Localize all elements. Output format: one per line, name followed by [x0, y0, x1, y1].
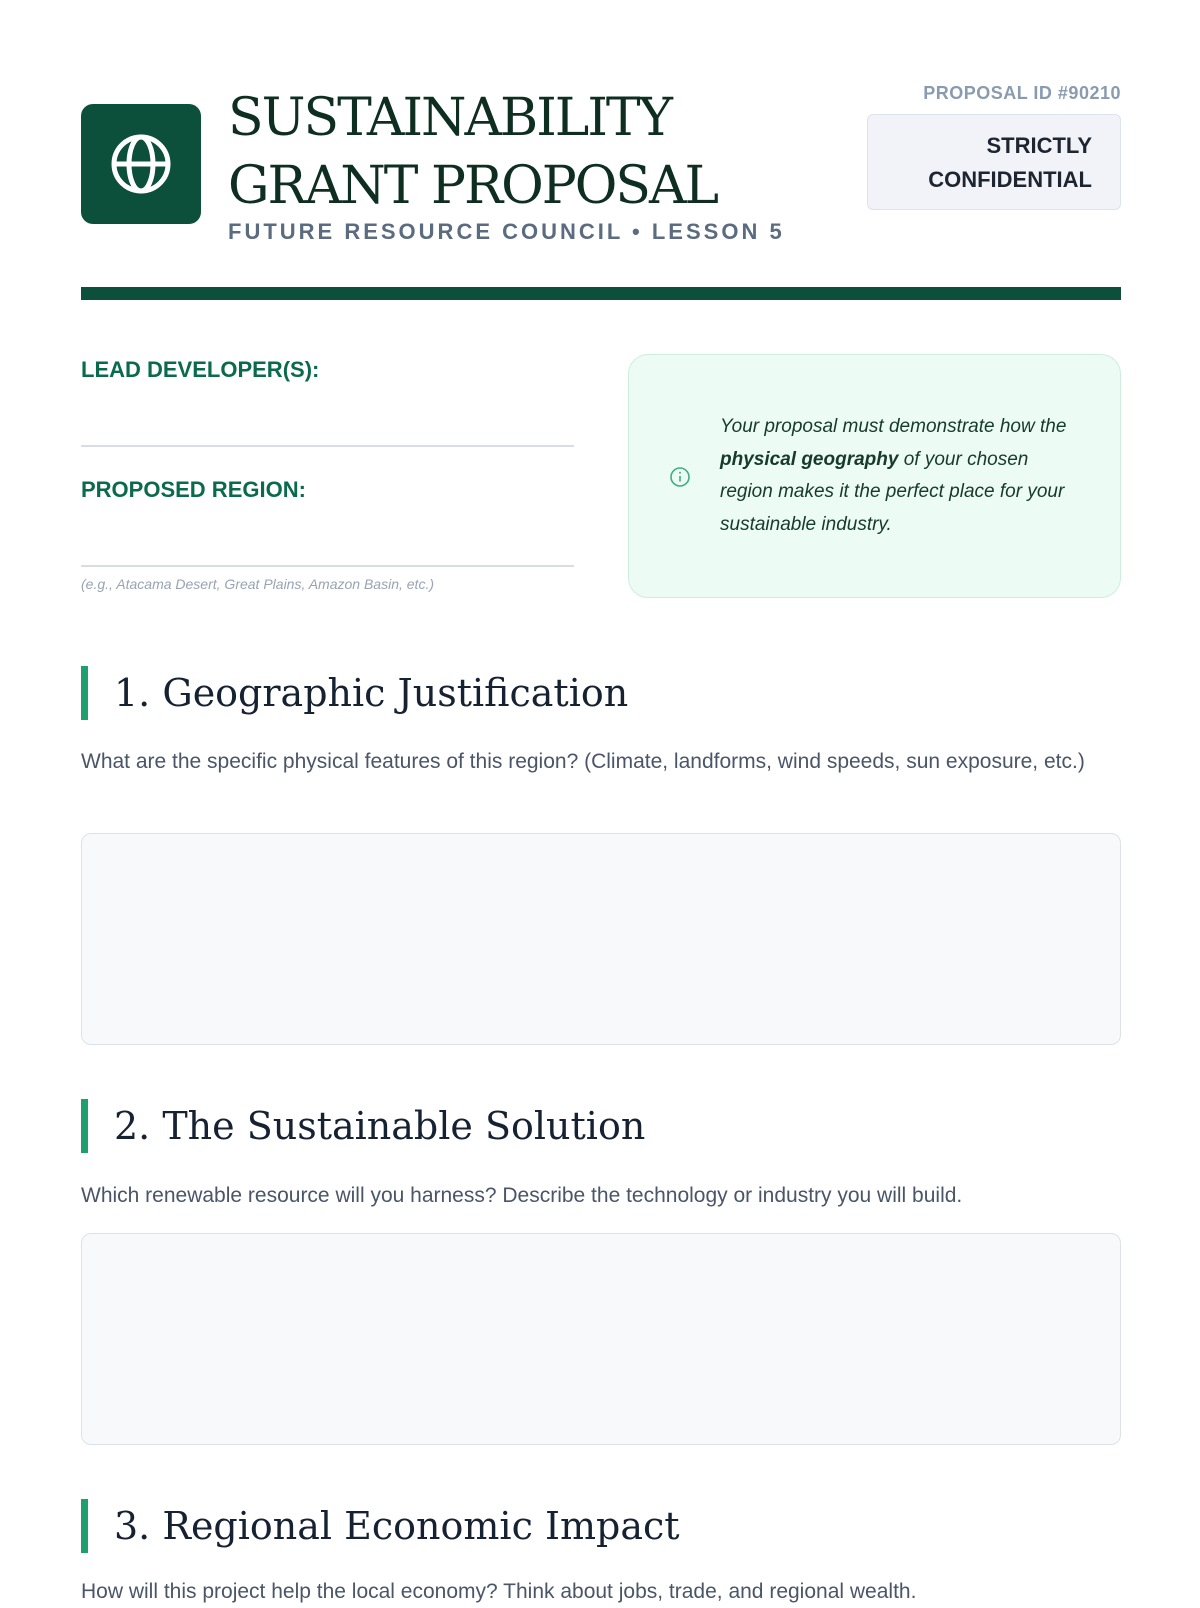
- page-subtitle: FUTURE RESOURCE COUNCIL • LESSON 5: [228, 219, 785, 244]
- section-1-title: 1. Geographic Justification: [114, 671, 629, 715]
- instruction-note: [628, 354, 1121, 598]
- note-text-emphasis: physical geography: [720, 448, 899, 470]
- note-text-before: Your proposal must demonstrate how the: [720, 416, 1067, 437]
- section-2-accent-bar: [81, 1099, 88, 1153]
- page-title: SUSTAINABILITY GRANT PROPOSAL: [228, 88, 718, 216]
- section-3-prompt: How will this project help the local economy? Think about jobs, trade, and regional wealth.: [81, 1580, 917, 1603]
- section-1-prompt: What are the specific physical features of this region? (Climate, landforms, wind speeds, sun exposure, etc.): [81, 750, 1085, 773]
- grant-proposal-page: [81, 0, 1121, 1603]
- header-divider: [81, 287, 1121, 300]
- lead-developer-label: LEAD DEVELOPER(S):: [81, 357, 320, 382]
- proposed-region-input[interactable]: [81, 565, 574, 567]
- section-2-prompt: Which renewable resource will you harness? Describe the technology or industry you will build.: [81, 1184, 963, 1207]
- logo: [81, 104, 201, 224]
- proposed-region-label: PROPOSED REGION:: [81, 477, 306, 502]
- lead-developer-input[interactable]: [81, 445, 574, 447]
- info-icon: [669, 466, 691, 488]
- globe-icon: [109, 132, 173, 196]
- section-1-accent-bar: [81, 666, 88, 720]
- proposed-region-hint: (e.g., Atacama Desert, Great Plains, Amazon Basin, etc.): [81, 576, 434, 592]
- section-1-answer-box[interactable]: [81, 833, 1121, 1045]
- proposal-id: PROPOSAL ID #90210: [923, 83, 1121, 103]
- section-2-answer-box[interactable]: [81, 1233, 1121, 1445]
- note-text-after: of your chosen region makes it the perfect place for your sustainable industry.: [720, 448, 1065, 535]
- section-2-title: 2. The Sustainable Solution: [114, 1104, 646, 1148]
- confidential-badge: STRICTLY CONFIDENTIAL: [867, 114, 1121, 210]
- section-3-title: 3. Regional Economic Impact: [114, 1504, 680, 1548]
- section-3-accent-bar: [81, 1499, 88, 1553]
- instruction-note-text: [720, 411, 1080, 541]
